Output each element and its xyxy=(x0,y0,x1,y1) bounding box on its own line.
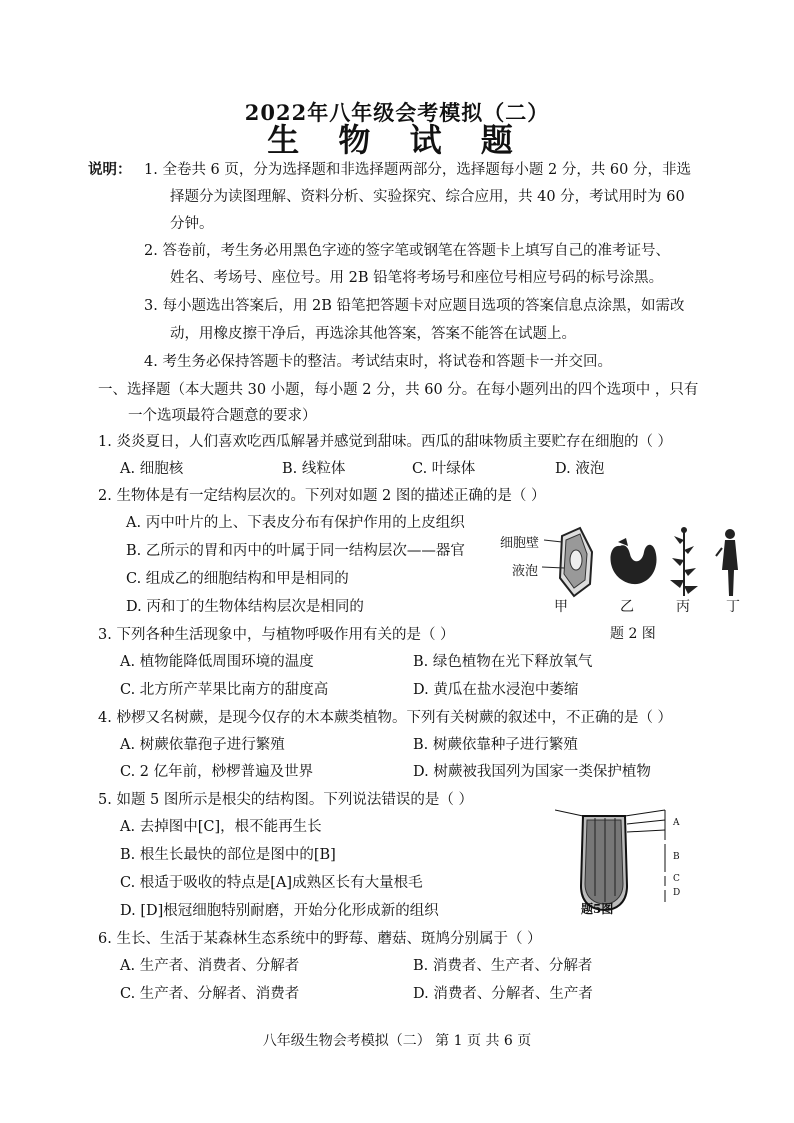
option-a: A. 树蕨依靠孢子进行繁殖 xyxy=(120,737,285,753)
figure-q5 xyxy=(555,806,695,918)
question-stem: 3. 下列各种生活现象中，与植物呼吸作用有关的是（ ） xyxy=(98,627,455,643)
instruction-line: 分钟。 xyxy=(170,216,214,232)
question-stem: 1. 炎炎夏日，人们喜欢吃西瓜解暑并感觉到甜味。西瓜的甜味物质主要贮存在细胞的（ ） xyxy=(98,434,673,450)
question-stem: 6. 生长、生活于某森林生态系统中的野莓、蘑菇、斑鸠分别属于（ ） xyxy=(98,931,542,947)
option-a: A. 去掉图中[C]，根不能再生长 xyxy=(120,819,322,835)
label-a: A xyxy=(673,818,680,828)
question-stem: 5. 如题 5 图所示是根尖的结构图。下列说法错误的是（ ） xyxy=(98,792,473,808)
option-a: A. 丙中叶片的上、下表皮分布有保护作用的上皮组织 xyxy=(126,515,465,531)
label-yi: 乙 xyxy=(620,599,634,615)
option-b: B. 消费者、生产者、分解者 xyxy=(413,958,593,974)
option-b: B. 线粒体 xyxy=(282,461,346,477)
option-a: A. 细胞核 xyxy=(120,461,184,477)
label-vacuole: 液泡 xyxy=(512,564,539,579)
option-c: C. 北方所产苹果比南方的甜度高 xyxy=(120,682,329,698)
section-heading: 一、选择题（本大题共 30 小题，每小题 2 分，共 60 分。在每小题列出的四个选项中 ，只有 xyxy=(98,382,699,398)
instruction-line: 1. 全卷共 6 页，分为选择题和非选择题两部分，选择题每小题 2 分，共 60 分，非选 xyxy=(144,162,691,178)
label-b: B xyxy=(673,852,680,862)
instruction-line: 动，用橡皮擦干净后，再选涂其他答案，答案不能答在试题上。 xyxy=(170,326,576,342)
option-a: A. 生产者、消费者、分解者 xyxy=(120,958,300,974)
label-bing: 丙 xyxy=(676,599,690,615)
option-c: C. 根适于吸收的特点是[A]成熟区长有大量根毛 xyxy=(120,875,423,891)
figure-caption: 题 2 图 xyxy=(610,626,656,642)
option-a: A. 植物能降低周围环境的温度 xyxy=(120,654,314,670)
option-c: C. 组成乙的细胞结构和甲是相同的 xyxy=(126,571,349,587)
label-c: C xyxy=(673,874,680,884)
instruction-line: 4. 考生务必保持答题卡的整洁。考试结束时，将试卷和答题卡一并交回。 xyxy=(144,354,612,370)
instruction-line: 择题分为读图理解、资料分析、实验探究、综合应用，共 40 分，考试用时为 60 xyxy=(170,189,685,205)
question-stem: 4. 桫椤又名树蕨，是现今仅存的木本蕨类植物。下列有关树蕨的叙述中，不正确的是（ ） xyxy=(98,710,673,726)
option-c: C. 2 亿年前，桫椤普遍及世界 xyxy=(120,764,314,780)
question-stem: 2. 生物体是有一定结构层次的。下列对如题 2 图的描述正确的是（ ） xyxy=(98,488,546,504)
label-ding: 丁 xyxy=(726,599,740,615)
label-cell-wall: 细胞壁 xyxy=(500,536,540,551)
exam-title: 2022年八年级会考模拟（二） xyxy=(244,100,550,125)
label-jia: 甲 xyxy=(554,599,568,615)
section-heading-cont: 一个选项最符合题意的要求） xyxy=(128,408,317,424)
instruction-line: 3. 每小题选出答案后，用 2B 铅笔把答题卡对应题目选项的答案信息点涂黑，如需改 xyxy=(144,298,685,314)
instructions-label: 说明： xyxy=(88,161,132,178)
option-b: B. 绿色植物在光下释放氧气 xyxy=(413,654,593,670)
option-d: D. 黄瓜在盐水浸泡中萎缩 xyxy=(413,682,579,698)
option-c: C. 叶绿体 xyxy=(412,461,476,477)
instruction-line: 姓名、考场号、座位号。用 2B 铅笔将考场号和座位号相应号码的标号涂黑。 xyxy=(170,270,664,286)
page-footer: 八年级生物会考模拟（二） 第 1 页 共 6 页 xyxy=(262,1033,532,1049)
figure-q2 xyxy=(500,520,750,650)
option-d: D. 液泡 xyxy=(555,461,605,477)
figure-caption: 题5图 xyxy=(581,902,614,916)
subject-title: 生 物 试 题 xyxy=(267,121,527,159)
option-d: D. 丙和丁的生物体结构层次是相同的 xyxy=(126,599,364,615)
option-d: D. 消费者、分解者、生产者 xyxy=(413,986,593,1002)
instruction-line: 2. 答卷前，考生务必用黑色字迹的签字笔或钢笔在答题卡上填写自己的准考证号、 xyxy=(144,243,670,259)
option-c: C. 生产者、分解者、消费者 xyxy=(120,986,300,1002)
option-d: D. [D]根冠细胞特别耐磨，开始分化形成新的组织 xyxy=(120,903,439,919)
option-b: B. 根生长最快的部位是图中的[B] xyxy=(120,847,336,863)
option-b: B. 乙所示的胃和丙中的叶属于同一结构层次——器官 xyxy=(126,543,465,559)
label-d: D xyxy=(673,888,681,898)
option-d: D. 树蕨被我国列为国家一类保护植物 xyxy=(413,764,651,780)
option-b: B. 树蕨依靠种子进行繁殖 xyxy=(413,737,578,753)
